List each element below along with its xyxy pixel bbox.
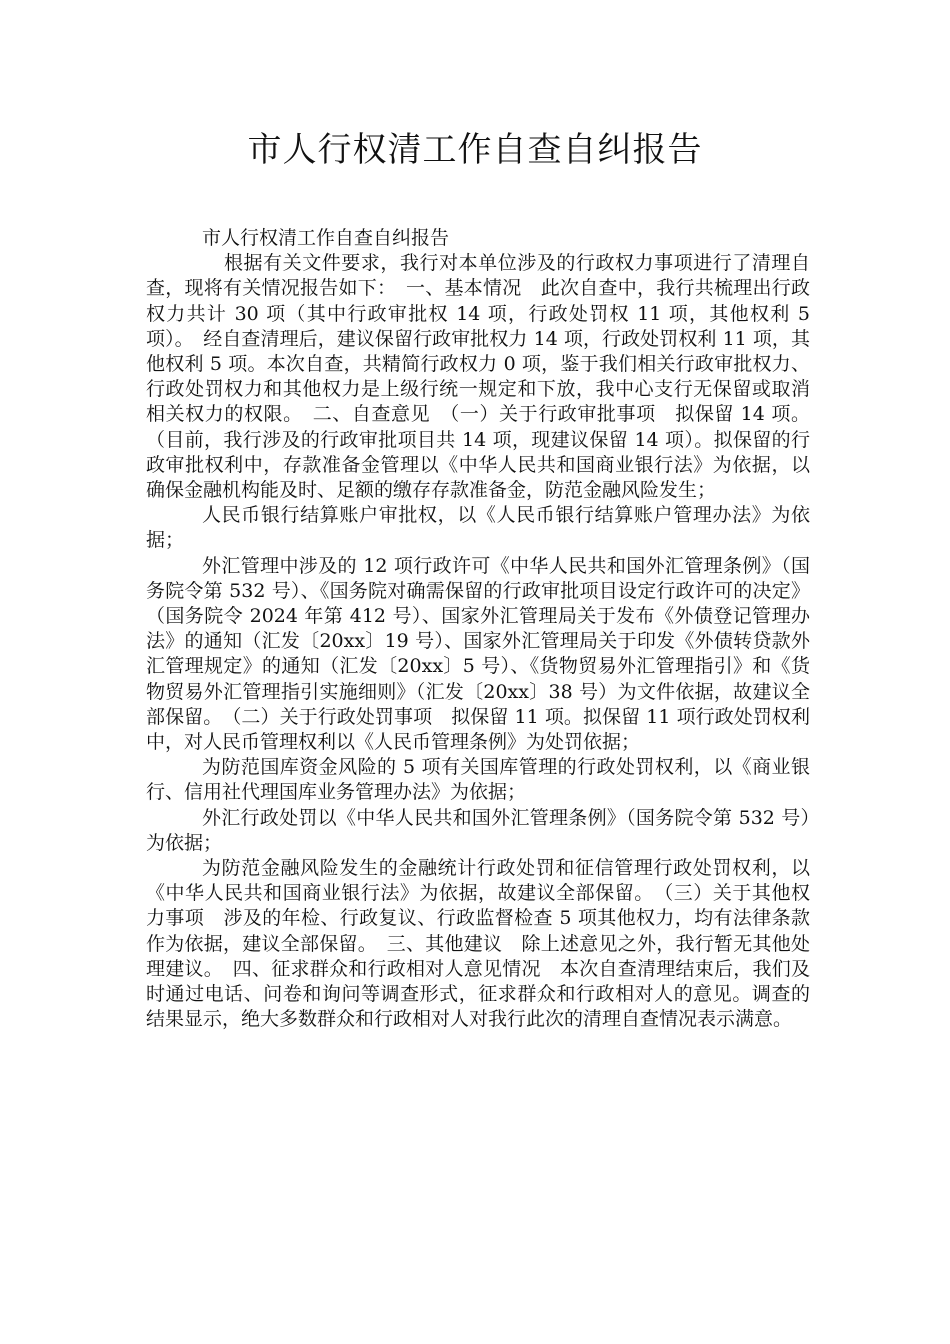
document-title: 市人行权清工作自查自纠报告 — [247, 130, 703, 170]
document-subtitle: 市人行权清工作自查自纠报告 — [202, 227, 450, 249]
paragraph: 外汇管理中涉及的 12 项行政许可《中华人民共和国外汇管理条例》（国务院令第 532 号）、《国务院对确需保留的行政审批项目设定行政许可的决定》（国务院令 2024 年第 412 号）、国家外汇管理局关于发布《外债登记管理办法》的通知（汇发〔20xx〕19 号）、国家外汇管理局关于印发《外债转贷款外汇管理规定》的通知（汇发〔20xx〕5 号）、《货物贸易外汇管理指引》和《货物贸易外汇管理指引实施细则》（汇发〔20xx〕38 号）为文件依据，故建议全部保留。 （二）关于行政处罚事项 拟保留 11 项。拟保留 11 项行政处罚权利中，对人民币管理权利以《人民币管理条例》为处罚依据； — [146, 554, 810, 754]
paragraph: 外汇行政处罚以《中华人民共和国外汇管理条例》（国务院令第 532 号）为依据； — [146, 806, 810, 854]
paragraph: 人民币银行结算账户审批权，以《人民币银行结算账户管理办法》为依据； — [146, 504, 810, 552]
paragraph: 根据有关文件要求，我行对本单位涉及的行政权力事项进行了清理自查，现将有关情况报告如下： 一、基本情况 此次自查中，我行共梳理出行政权力共计 30 项（其中行政审批权 14 项，行政处罚权 11 项，其他权利 5 项）。 经自查清理后，建议保留行政审批权力 14 项，行政处罚权利 11 项，其他权利 5 项。本次自查，共精简行政权力 0 项，鉴于我们相关行政审批权力、行政处罚权力和其他权力是上级行统一规定和下放，我中心支行无保留或取消相关权力的权限。 二、自查意见 （一）关于行政审批事项 拟保留 14 项。（目前，我行涉及的行政审批项目共 14 项，现建议保留 14 项）。拟保留的行政审批权利中，存款准备金管理以《中华人民共和国商业银行法》为依据，以确保金融机构能及时、足额的缴存存款准备金，防范金融风险发生； — [146, 252, 810, 502]
paragraph: 为防范金融风险发生的金融统计行政处罚和征信管理行政处罚权利，以《中华人民共和国商业银行法》为依据，故建议全部保留。 （三）关于其他权力事项 涉及的年检、行政复议、行政监督检查 5 项其他权力，均有法律条款作为依据，建议全部保留。 三、其他建议 除上述意见之外，我行暂无其他处理建议。 四、征求群众和行政相对人意见情况 本次自查清理结束后，我们及时通过电话、问卷和询问等调查形式，征求群众和行政相对人的意见。调查的结果显示，绝大多数群众和行政相对人对我行此次的清理自查情况表示满意。 — [146, 857, 810, 1031]
document-body — [146, 226, 810, 1033]
paragraph: 为防范国库资金风险的 5 项有关国库管理的行政处罚权利，以《商业银行、信用社代理国库业务管理办法》为依据； — [146, 756, 810, 804]
